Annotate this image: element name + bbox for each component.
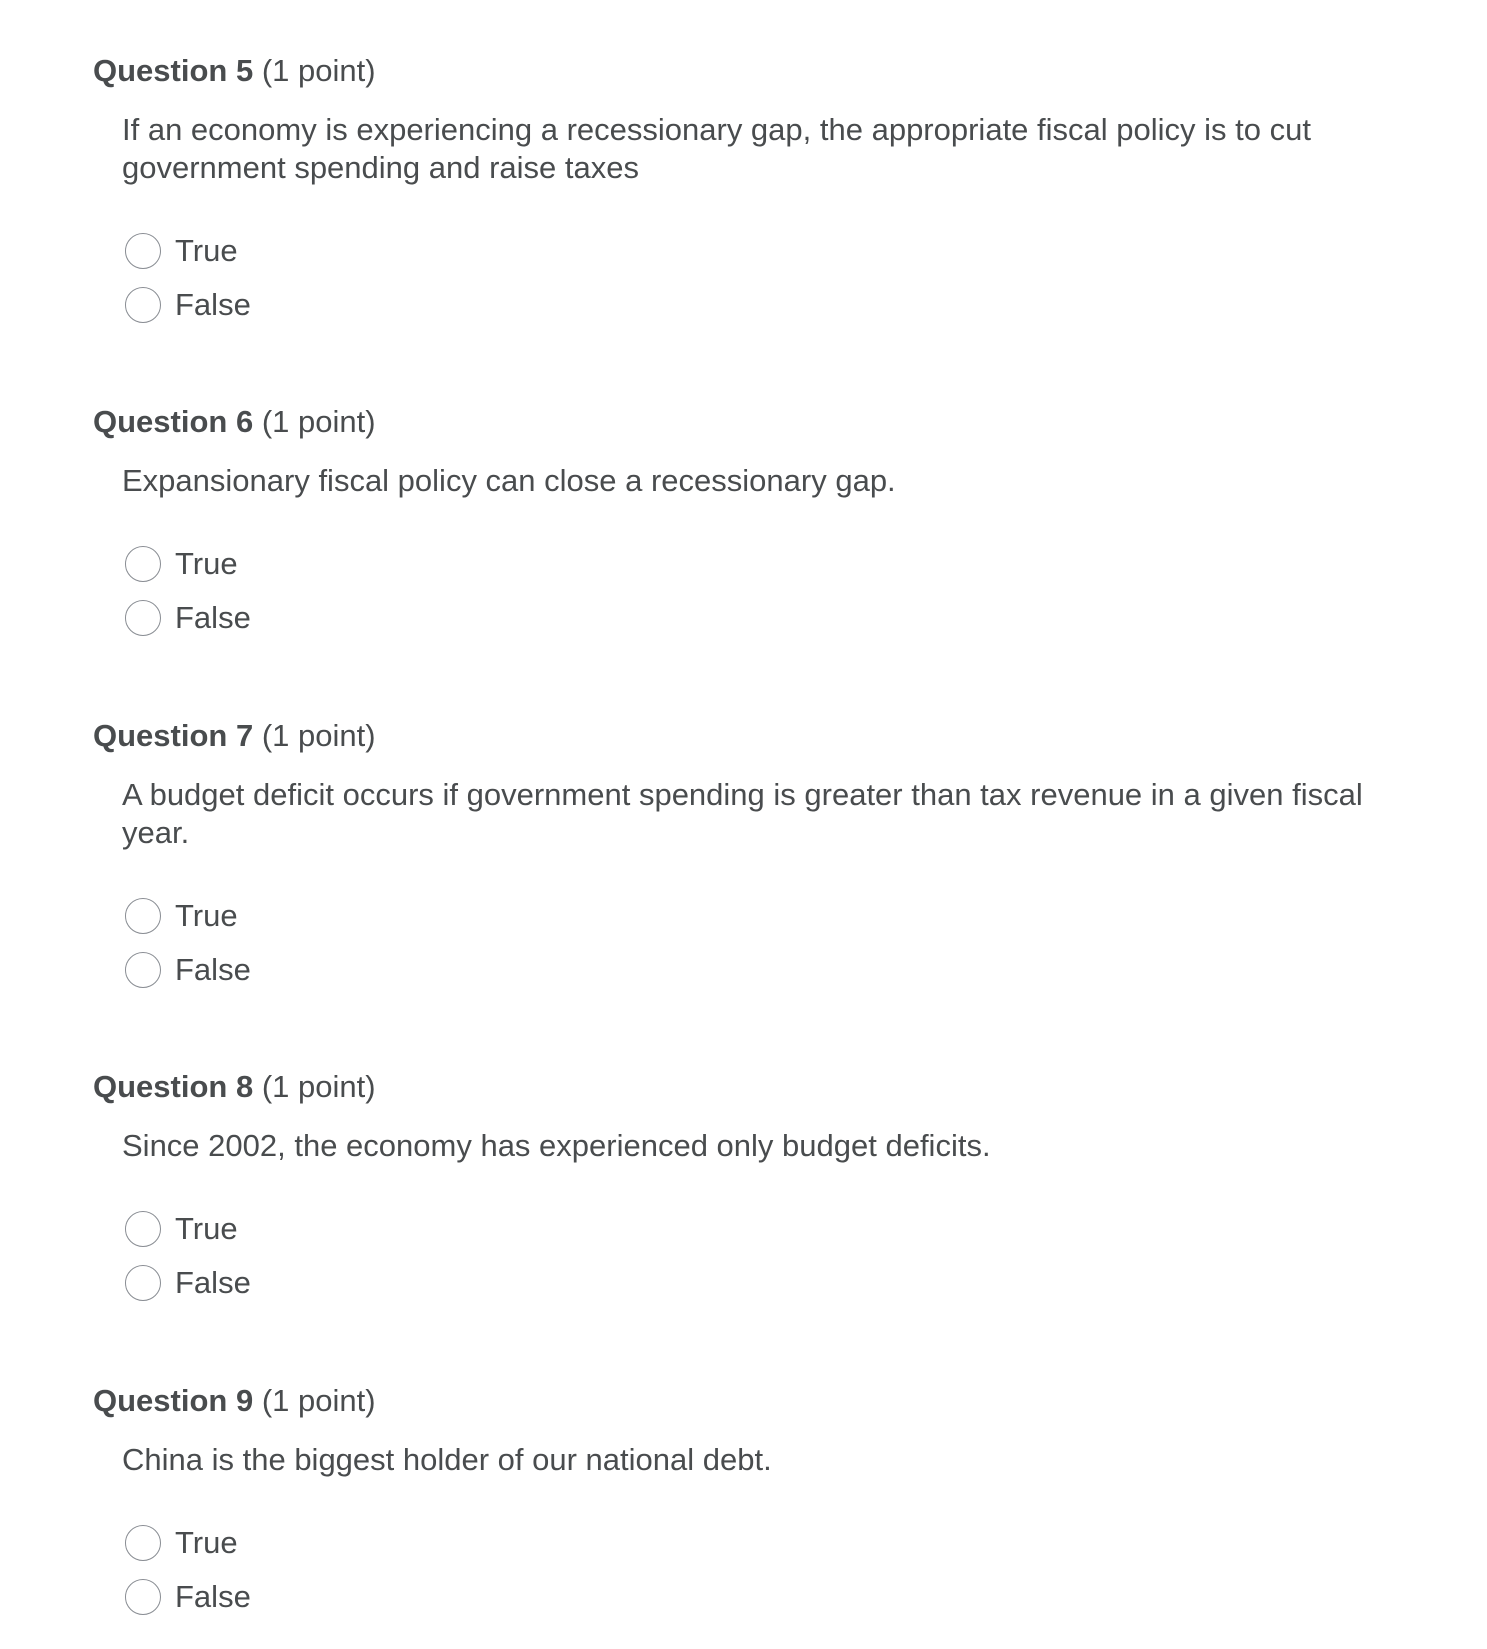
- question-title: [93, 1383, 1393, 1419]
- option-false[interactable]: [125, 1261, 251, 1305]
- option-label: False: [175, 1579, 251, 1614]
- option-label: True: [175, 898, 238, 933]
- question-title: [93, 718, 1393, 754]
- question-6: [93, 404, 1393, 635]
- option-label: True: [175, 1525, 238, 1560]
- question-number: Question 7: [93, 718, 254, 753]
- option-true[interactable]: [125, 1521, 238, 1565]
- question-7: [93, 718, 1393, 987]
- question-points: (1 point): [261, 53, 376, 88]
- option-label: False: [175, 952, 251, 987]
- question-text: Expansionary fiscal policy can close a recessionary gap.: [122, 463, 896, 498]
- option-label: True: [175, 546, 238, 581]
- option-label: False: [175, 600, 251, 635]
- radio-button[interactable]: [125, 1579, 161, 1615]
- question-text: A budget deficit occurs if government spending is greater than tax revenue in a given fiscal year.: [122, 777, 1363, 850]
- radio-button[interactable]: [125, 600, 161, 636]
- question-5: [93, 53, 1393, 322]
- option-true[interactable]: [125, 1207, 238, 1251]
- question-text: If an economy is experiencing a recessionary gap, the appropriate fiscal policy is to cut government spending and raise taxes: [122, 112, 1311, 185]
- question-points: (1 point): [261, 1383, 376, 1418]
- option-false[interactable]: [125, 1575, 251, 1619]
- radio-button[interactable]: [125, 1265, 161, 1301]
- option-label: False: [175, 287, 251, 322]
- question-points: (1 point): [261, 718, 376, 753]
- radio-button[interactable]: [125, 1211, 161, 1247]
- option-false[interactable]: [125, 283, 251, 327]
- radio-button[interactable]: [125, 287, 161, 323]
- question-number: Question 6: [93, 404, 254, 439]
- question-title: [93, 404, 1393, 440]
- option-true[interactable]: [125, 542, 238, 586]
- radio-button[interactable]: [125, 1525, 161, 1561]
- option-false[interactable]: [125, 596, 251, 640]
- question-text: Since 2002, the economy has experienced only budget deficits.: [122, 1128, 991, 1163]
- question-number: Question 9: [93, 1383, 254, 1418]
- radio-button[interactable]: [125, 546, 161, 582]
- option-true[interactable]: [125, 229, 238, 273]
- question-8: [93, 1069, 1393, 1300]
- question-number: Question 8: [93, 1069, 254, 1104]
- radio-button[interactable]: [125, 898, 161, 934]
- radio-button[interactable]: [125, 233, 161, 269]
- question-text: China is the biggest holder of our national debt.: [122, 1442, 772, 1477]
- option-label: True: [175, 1211, 238, 1246]
- question-9: [93, 1383, 1393, 1614]
- question-title: [93, 1069, 1393, 1105]
- option-label: True: [175, 233, 238, 268]
- option-true[interactable]: [125, 894, 238, 938]
- question-title: [93, 53, 1393, 89]
- radio-button[interactable]: [125, 952, 161, 988]
- option-label: False: [175, 1265, 251, 1300]
- question-points: (1 point): [261, 404, 376, 439]
- question-points: (1 point): [261, 1069, 376, 1104]
- option-false[interactable]: [125, 948, 251, 992]
- question-number: Question 5: [93, 53, 254, 88]
